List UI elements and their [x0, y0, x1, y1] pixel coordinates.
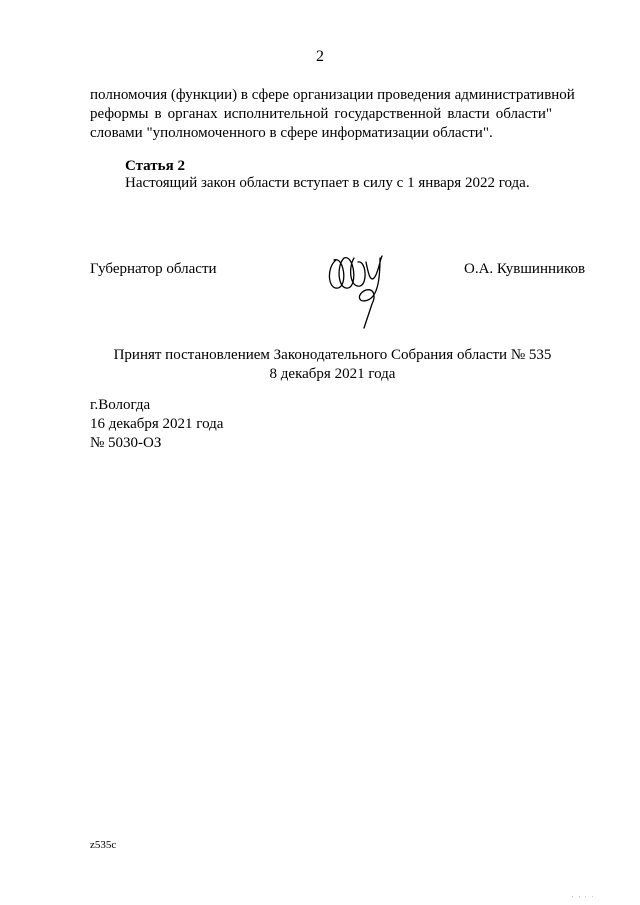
body-paragraph: [90, 86, 575, 143]
document-code: z535c: [90, 839, 117, 851]
adoption-note: [0, 346, 640, 384]
adoption-date: 8 декабря 2021 года: [269, 366, 396, 382]
paragraph-line: словами "уполномоченного в сфере информатизации области".: [90, 125, 493, 141]
footer-city: г.Вологда: [90, 397, 151, 413]
paragraph-line: реформы в органах исполнительной государственной власти области": [90, 106, 552, 122]
page-number: 2: [316, 48, 324, 65]
signature-image: [322, 238, 390, 330]
governor-name: О.А. Кувшинников: [464, 261, 586, 277]
footer-date: 16 декабря 2021 года: [90, 416, 224, 432]
article-text: Настоящий закон области вступает в силу с 1 января 2022 года.: [125, 175, 530, 191]
article-title: Статья 2: [125, 158, 185, 174]
paragraph-line: полномочия (функции) в сфере организации проведения административной: [90, 87, 575, 103]
adoption-line: Принят постановлением Законодательного Собрания области № 535: [113, 347, 552, 363]
footer-info: [90, 396, 223, 453]
corner-marks: ' ' ' ': [572, 896, 595, 902]
governor-title: Губернатор области: [90, 261, 217, 277]
footer-number: № 5030-ОЗ: [90, 435, 162, 451]
